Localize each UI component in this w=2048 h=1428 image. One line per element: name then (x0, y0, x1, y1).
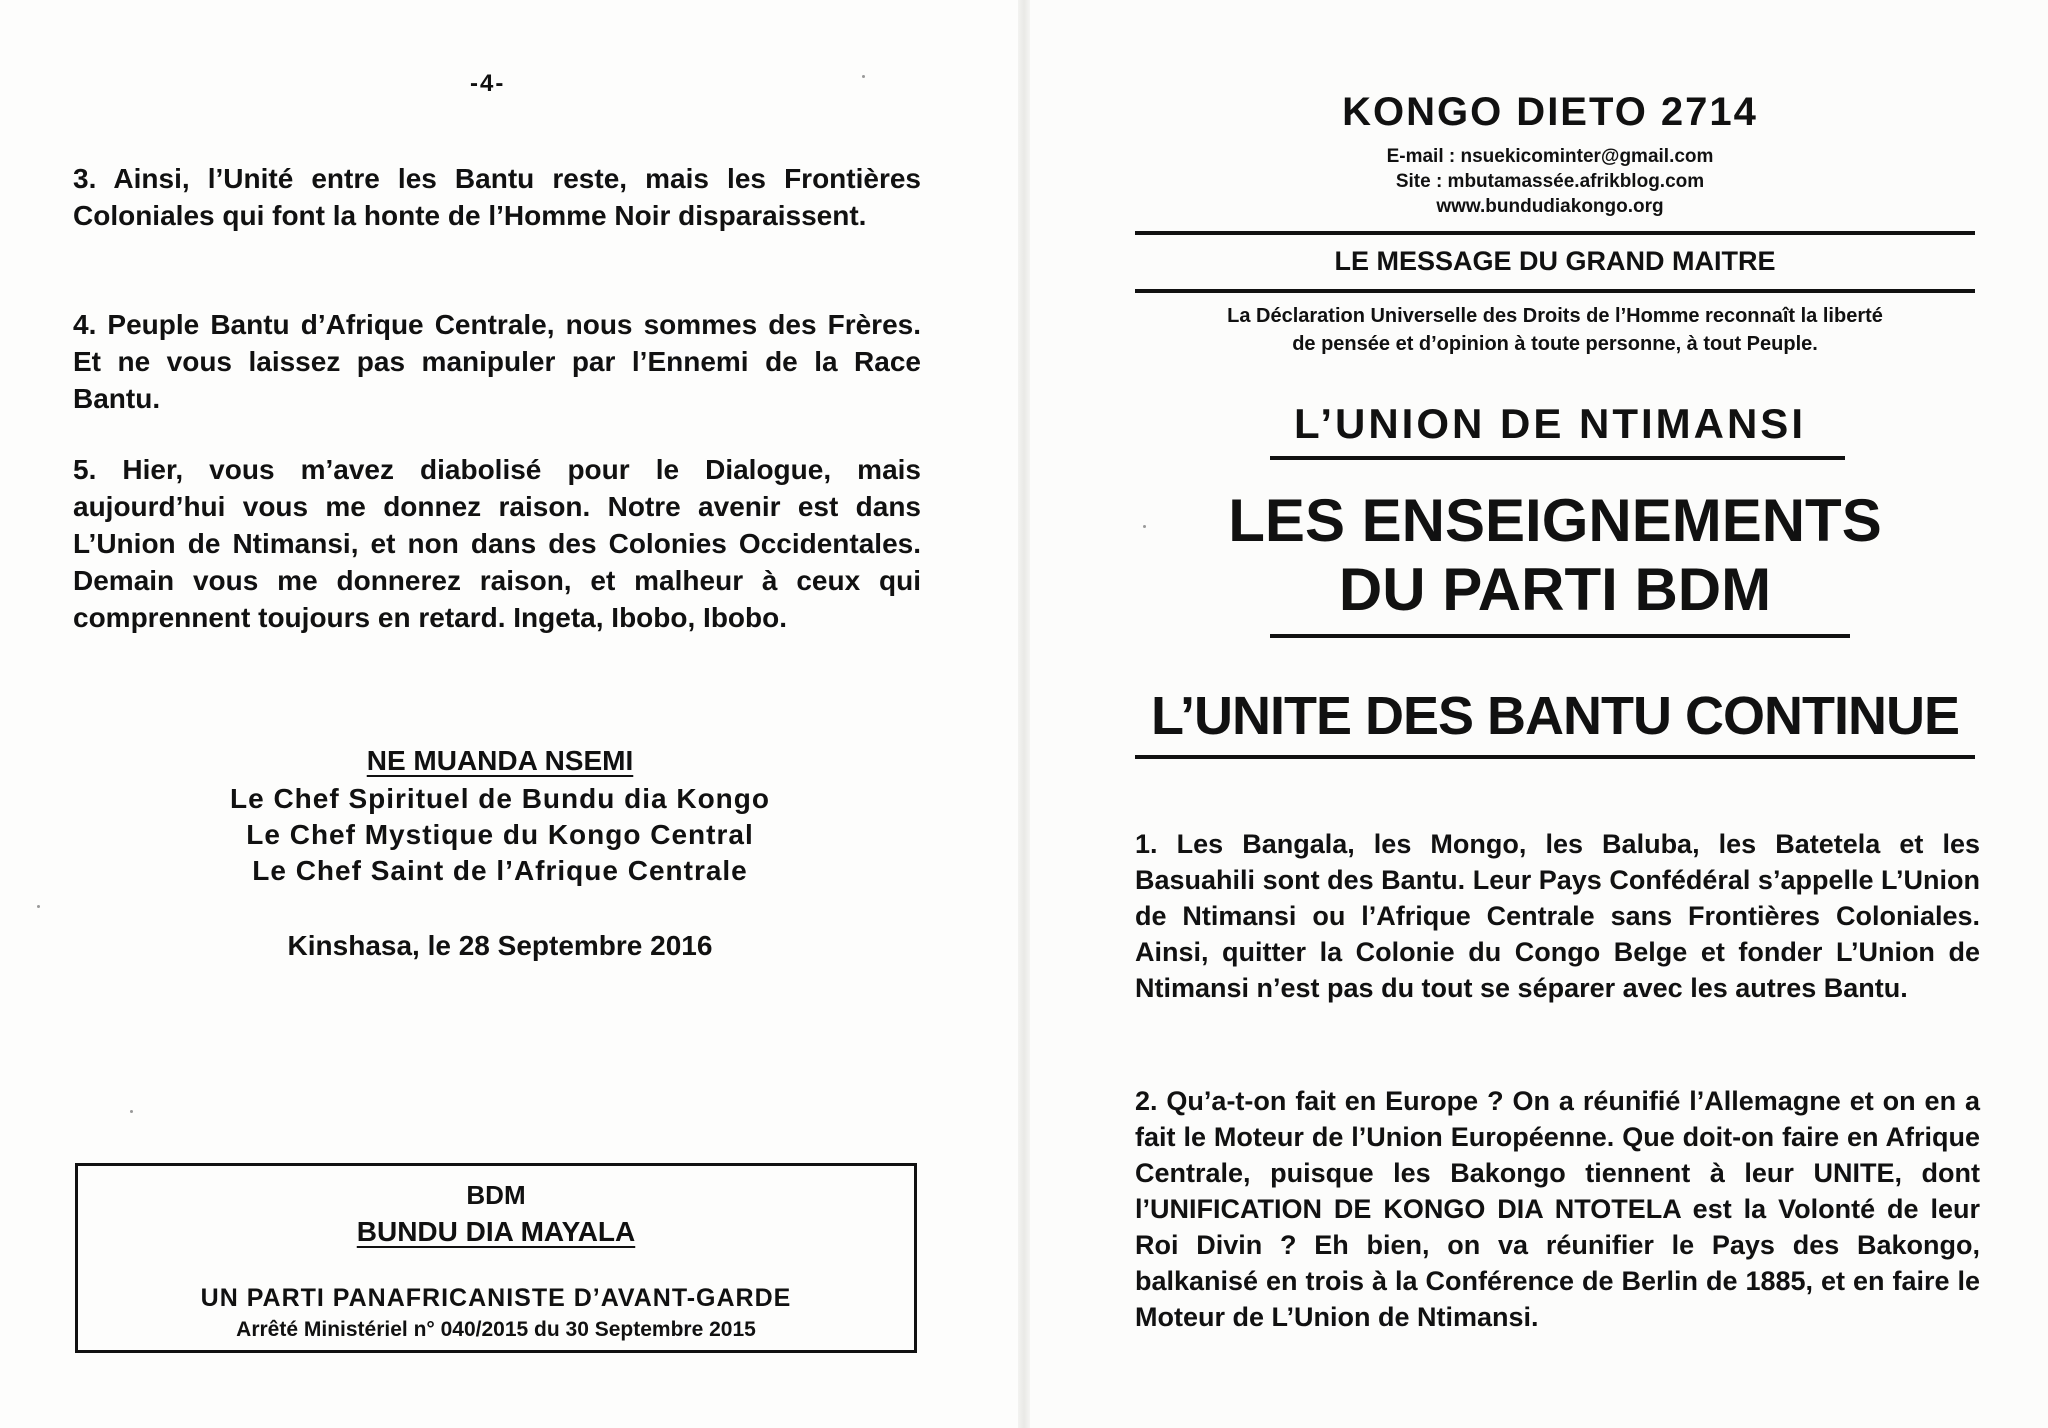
paragraph-3: 3. Ainsi, l’Unité entre les Bantu reste, mais les Frontières Coloniales qui font la honte de l’Homme Noir disparaissent. (73, 163, 921, 231)
headline: L’UNITE DES BANTU CONTINUE (1150, 686, 1960, 746)
union-title: L’UNION DE NTIMANSI (1293, 400, 1806, 447)
party-tagline: UN PARTI PANAFRICANISTE D’AVANT-GARDE (200, 1284, 792, 1312)
party-box (75, 1163, 917, 1353)
scan-speck (130, 1110, 133, 1113)
contact-website: www.bundudiakongo.org (1436, 196, 1664, 217)
divider (1135, 289, 1975, 293)
divider (1135, 755, 1975, 759)
party-name: BUNDU DIA MAYALA (356, 1216, 636, 1247)
paragraph-2: 2. Qu’a-t-on fait en Europe ? On a réunifié l’Allemagne et on en a fait le Moteur de l’Union Européenne. Que doit-on faire en Afrique Centrale, puisque les Bakongo tiennent à leur UNITE, dont l’UNIFICATION DE KONGO DIA NTOTELA est la Volonté de leur Roi Divin ? Eh bien, on va réunifier le Pays des Bakongo, balkanisé en trois à la Conférence de Berlin de 1885, et en faire le Moteur de L’Union de Ntimansi. (1135, 1086, 1980, 1332)
scan-speck (37, 905, 40, 908)
party-decree: Arrêté Ministériel n° 040/2015 du 30 Septembre 2015 (236, 1318, 756, 1341)
divider (1135, 231, 1975, 235)
declaration-line-2: de pensée et d’opinion à toute personne, à tout Peuple. (1292, 333, 1818, 355)
signature-date: Kinshasa, le 28 Septembre 2016 (287, 930, 713, 961)
paragraph-5: 5. Hier, vous m’avez diabolisé pour le Dialogue, mais aujourd’hui vous me donnez raison. Notre avenir est dans L’Union de Ntimansi, et non dans des Colonies Occidentales. Demain vous me donnerez raison, et malheur à ceux qui comprennent toujours en retard. Ingeta, Ibobo, Ibobo. (73, 454, 921, 633)
declaration-line-1: La Déclaration Universelle des Droits de l’Homme reconnaît la liberté (1227, 305, 1883, 327)
signature-title-3: Le Chef Saint de l’Afrique Centrale (252, 855, 748, 886)
signature-title-1: Le Chef Spirituel de Bundu dia Kongo (230, 783, 770, 814)
scan-speck (1143, 525, 1146, 528)
teaching-title-line-1: LES ENSEIGNEMENTS (1228, 487, 1882, 554)
party-acronym: BDM (466, 1180, 526, 1210)
divider (1270, 456, 1845, 460)
signature-title-2: Le Chef Mystique du Kongo Central (246, 819, 754, 850)
divider (1270, 634, 1850, 638)
message-title: LE MESSAGE DU GRAND MAITRE (1334, 246, 1776, 276)
page-number: -4- (470, 70, 506, 97)
newspaper-title: KONGO DIETO 2714 (1342, 90, 1758, 134)
page-gutter (1018, 0, 1030, 1428)
paragraph-1: 1. Les Bangala, les Mongo, les Baluba, les Batetela et les Basuahili sont des Bantu. Leur Pays Confédéral s’appelle L’Union de Ntimansi ou l’Afrique Centrale sans Frontières Coloniales. Ainsi, quitter la Colonie du Congo Belge et fonder L’Union de Ntimansi n’est pas du tout se séparer avec les autres Bantu. (1135, 829, 1980, 1003)
signature-name: NE MUANDA NSEMI (366, 745, 634, 776)
contact-email: E-mail : nsuekicominter@gmail.com (1386, 146, 1714, 167)
teaching-title-line-2: DU PARTI BDM (1338, 556, 1772, 623)
contact-site: Site : mbutamassée.afrikblog.com (1395, 171, 1705, 192)
paragraph-4: 4. Peuple Bantu d’Afrique Centrale, nous sommes des Frères. Et ne vous laissez pas manipuler par l’Ennemi de la Race Bantu. (73, 309, 921, 414)
scan-speck (862, 75, 865, 78)
